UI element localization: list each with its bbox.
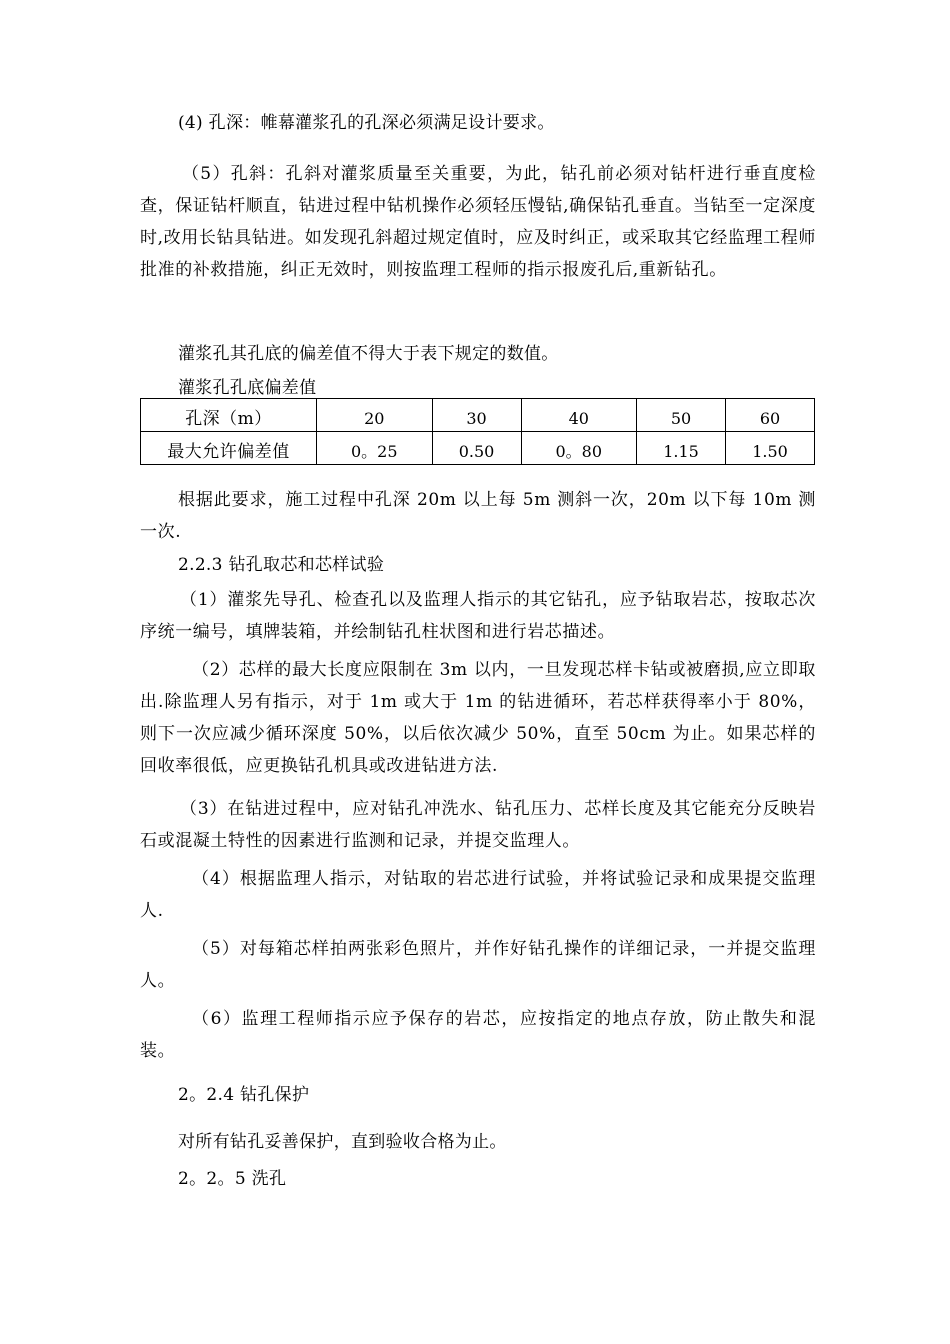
table-cell: 50 [637,399,726,432]
table-cell: 0。25 [317,432,433,465]
paragraph-core-1: （1）灌浆先导孔、检查孔以及监理人指示的其它钻孔，应予钻取岩芯，按取芯次序统一编号，填牌装箱，并绘制钻孔柱状图和进行岩芯描述。 [140,590,816,642]
heading-2-2-5: 2。2。5 洗孔 [178,1169,287,1189]
paragraph-core-5: （5）对每箱芯样拍两张彩色照片，并作好钻孔操作的详细记录，一并提交监理人。 [140,939,816,991]
paragraph-inclination-survey: 根据此要求，施工过程中孔深 20m 以上每 5m 测斜一次，20m 以下每 10m 测一次. [140,490,816,542]
table-row [141,399,815,432]
table-cell: 30 [432,399,521,432]
paragraph-core-4: （4）根据监理人指示，对钻取的岩芯进行试验，并将试验记录和成果提交监理人. [140,869,816,921]
table-cell: 40 [521,399,637,432]
paragraph-core-3: （3）在钻进过程中，应对钻孔冲洗水、钻孔压力、芯样长度及其它能充分反映岩石或混凝土特性的因素进行监测和记录，并提交监理人。 [140,799,816,851]
paragraph-core-6: （6）监理工程师指示应予保存的岩芯，应按指定的地点存放，防止散失和混装。 [140,1009,816,1061]
table-row [141,432,815,465]
paragraph-hole-protection: 对所有钻孔妥善保护，直到验收合格为止。 [178,1132,507,1152]
table-cell: 1.50 [726,432,815,465]
table-cell: 0。80 [521,432,637,465]
table-cell: 20 [317,399,433,432]
table-cell: 60 [726,399,815,432]
paragraph-deviation-note: 灌浆孔其孔底的偏差值不得大于表下规定的数值。 [178,344,559,364]
table-caption: 灌浆孔孔底偏差值 [178,378,317,398]
paragraph-hole-inclination: （5）孔斜：孔斜对灌浆质量至关重要，为此，钻孔前必须对钻杆进行垂直度检查，保证钻杆顺直，钻进过程中钻机操作必须轻压慢钻,确保钻孔垂直。当钻至一定深度时,改用长钻具钻进。如发现孔斜超过规定值时，应及时纠正，或采取其它经监理工程师批准的补救措施，纠正无效时，则按监理工程师的指示报废孔后,重新钻孔。 [140,164,816,280]
deviation-table [140,398,815,465]
table-row-header: 孔深（m） [141,399,317,432]
paragraph-core-2: （2）芯样的最大长度应限制在 3m 以内，一旦发现芯样卡钻或被磨损,应立即取出.除监理人另有指示，对于 1m 或大于 1m 的钻进循环，若芯样获得率小于 80%，则下一次应减少循环深度 50%，以后依次减少 50%，直至 50cm 为止。如果芯样的回收率很低，应更换钻孔机具或改进钻进方法. [140,660,816,776]
table-cell: 0.50 [432,432,521,465]
heading-2-2-3: 2.2.3 钻孔取芯和芯样试验 [178,555,385,575]
table-cell: 1.15 [637,432,726,465]
paragraph-hole-depth: (4) 孔深：帷幕灌浆孔的孔深必须满足设计要求。 [178,113,555,133]
heading-2-2-4: 2。2.4 钻孔保护 [178,1085,310,1105]
table-row-header: 最大允许偏差值 [141,432,317,465]
